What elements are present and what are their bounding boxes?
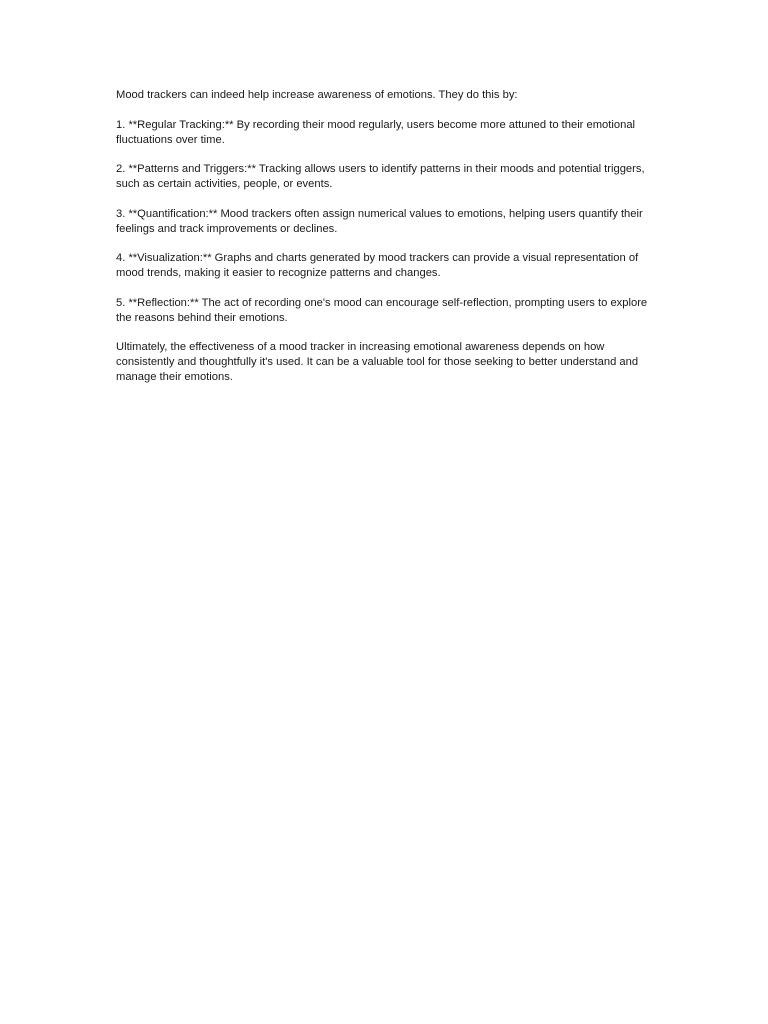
point-visualization: 4. **Visualization:** Graphs and charts generated by mood trackers can provide a visual representation of mood trends, making it easier to recognize patterns and changes. <box>116 252 639 279</box>
conclusion-paragraph: Ultimately, the effectiveness of a mood tracker in increasing emotional awareness depends on how consistently and thoughtfully it's used. It can be a valuable tool for those seeking to better understand and manage their emotions. <box>116 341 639 383</box>
intro-paragraph: Mood trackers can indeed help increase awareness of emotions. They do this by: <box>116 89 518 101</box>
point-quantification: 3. **Quantification:** Mood trackers often assign numerical values to emotions, helping users quantify their feelings and track improvements or declines. <box>116 207 643 235</box>
point-patterns-triggers: 2. **Patterns and Triggers:** Tracking allows users to identify patterns in their moods and potential triggers, such as certain activities, people, or events. <box>116 163 645 190</box>
point-reflection: 5. **Reflection:** The act of recording one's mood can encourage self-reflection, prompting users to explore the reasons behind their emotions. <box>116 296 648 324</box>
point-regular-tracking: 1. **Regular Tracking:** By recording their mood regularly, users become more attuned to their emotional fluctuations over time. <box>116 118 636 146</box>
document-body <box>116 88 656 400</box>
